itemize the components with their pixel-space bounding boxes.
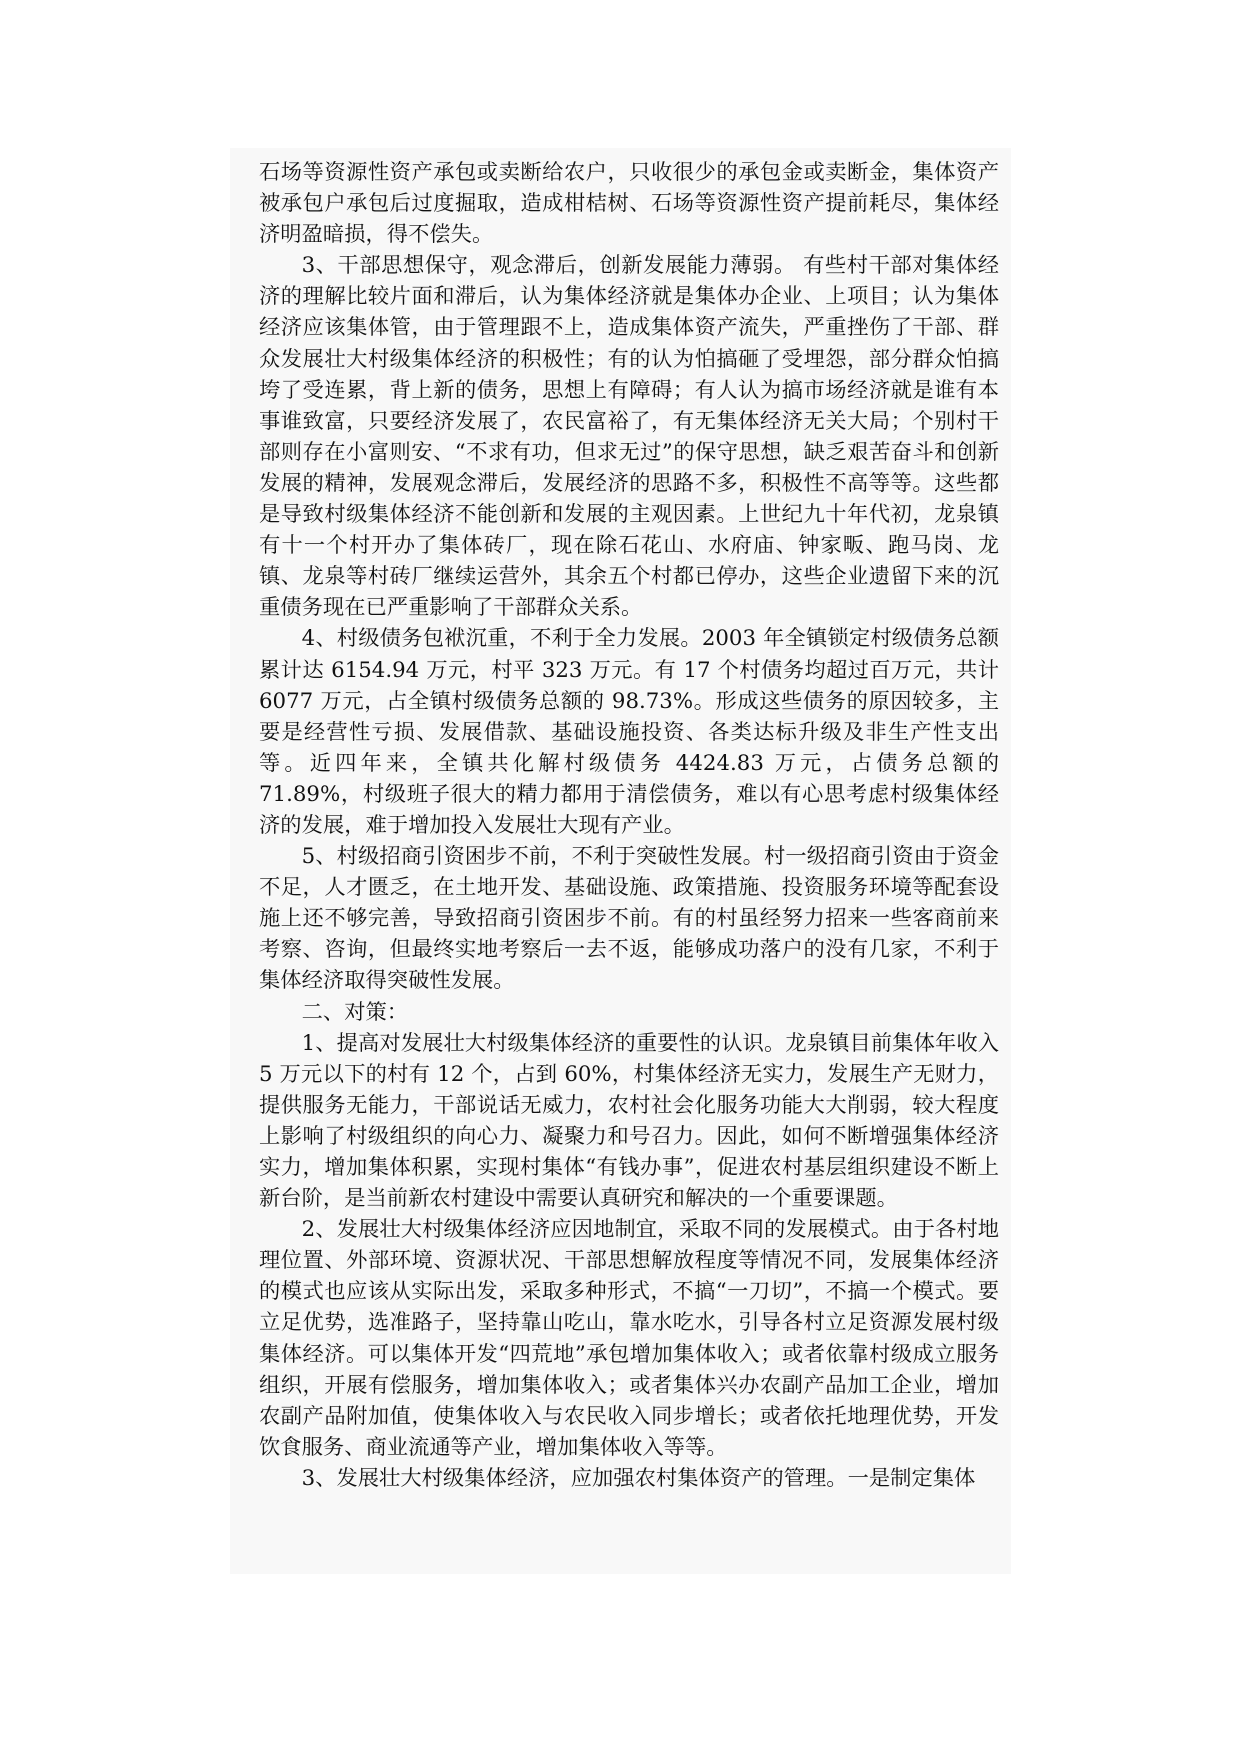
paragraph: 4、村级债务包袱沉重，不利于全力发展。2003 年全镇锁定村级债务总额累计达 6154.94 万元，村平 323 万元。有 17 个村债务均超过百万元，共计 6077 万元，占全镇村级债务总额的 98.73%。形成这些债务的原因较多，主要是经营性亏损、发展借款、基础设施投资、各类达标升级及非生产性支出等。近四年来，全镇共化解村级债务 4424.83 万元，占债务总额的 71.89%，村级班子很大的精力都用于清偿债务，难以有心思考虑村级集体经济的发展，难于增加投入发展壮大现有产业。	[259, 626, 999, 838]
document-body	[259, 157, 999, 1494]
paragraph: 5、村级招商引资困步不前，不利于突破性发展。村一级招商引资由于资金不足，人才匮乏，在土地开发、基础设施、政策措施、投资服务环境等配套设施上还不够完善，导致招商引资困步不前。有的村虽经努力招来一些客商前来考察、咨询，但最终实地考察后一去不返，能够成功落户的没有几家，不利于集体经济取得突破性发展。	[259, 844, 999, 994]
paragraph: 3、干部思想保守，观念滞后，创新发展能力薄弱。 有些村干部对集体经济的理解比较片面和滞后，认为集体经济就是集体办企业、上项目；认为集体经济应该集体管，由于管理跟不上，造成集体资产流失，严重挫伤了干部、群众发展壮大村级集体经济的积极性；有的认为怕搞砸了受埋怨，部分群众怕搞垮了受连累，背上新的债务，思想上有障碍；有人认为搞市场经济就是谁有本事谁致富，只要经济发展了，农民富裕了，有无集体经济无关大局；个别村干部则存在小富则安、“不求有功，但求无过”的保守思想，缺乏艰苦奋斗和创新发展的精神，发展观念滞后，发展经济的思路不多，积极性不高等等。这些都是导致村级集体经济不能创新和发展的主观因素。上世纪九十年代初，龙泉镇有十一个村开办了集体砖厂，现在除石花山、水府庙、钟家畈、跑马岗、龙镇、龙泉等村砖厂继续运营外，其余五个村都已停办，这些企业遗留下来的沉重债务现在已严重影响了干部群众关系。	[259, 253, 999, 621]
paragraph: 3、发展壮大村级集体经济，应加强农村集体资产的管理。一是制定集体	[301, 1465, 976, 1491]
paragraph: 石场等资源性资产承包或卖断给农户，只收很少的承包金或卖断金，集体资产被承包户承包后过度掘取，造成柑桔树、石场等资源性资产提前耗尽，集体经济明盈暗损，得不偿失。	[259, 160, 999, 248]
paragraph: 2、发展壮大村级集体经济应因地制宜，采取不同的发展模式。由于各村地理位置、外部环境、资源状况、干部思想解放程度等情况不同，发展集体经济的模式也应该从实际出发，采取多种形式，不搞“一刀切”，不搞一个模式。要立足优势，选准路子，坚持靠山吃山，靠水吃水，引导各村立足资源发展村级集体经济。可以集体开发“四荒地”承包增加集体收入；或者依靠村级成立服务组织，开展有偿服务，增加集体收入；或者集体兴办农副产品加工企业，增加农副产品附加值，使集体收入与农民收入同步增长；或者依托地理优势，开发饮食服务、商业流通等产业，增加集体收入等等。	[259, 1217, 999, 1460]
section-heading: 二、对策：	[301, 999, 409, 1025]
paragraph: 1、提高对发展壮大村级集体经济的重要性的认识。龙泉镇目前集体年收入 5 万元以下的村有 12 个，占到 60%，村集体经济无实力，发展生产无财力，提供服务无能力，干部说话无威力，农村社会化服务功能大大削弱，较大程度上影响了村级组织的向心力、凝聚力和号召力。因此，如何不断增强集体经济实力，增加集体积累，实现村集体“有钱办事”，促进农村基层组织建设不断上新台阶，是当前新农村建设中需要认真研究和解决的一个重要课题。	[259, 1030, 999, 1212]
